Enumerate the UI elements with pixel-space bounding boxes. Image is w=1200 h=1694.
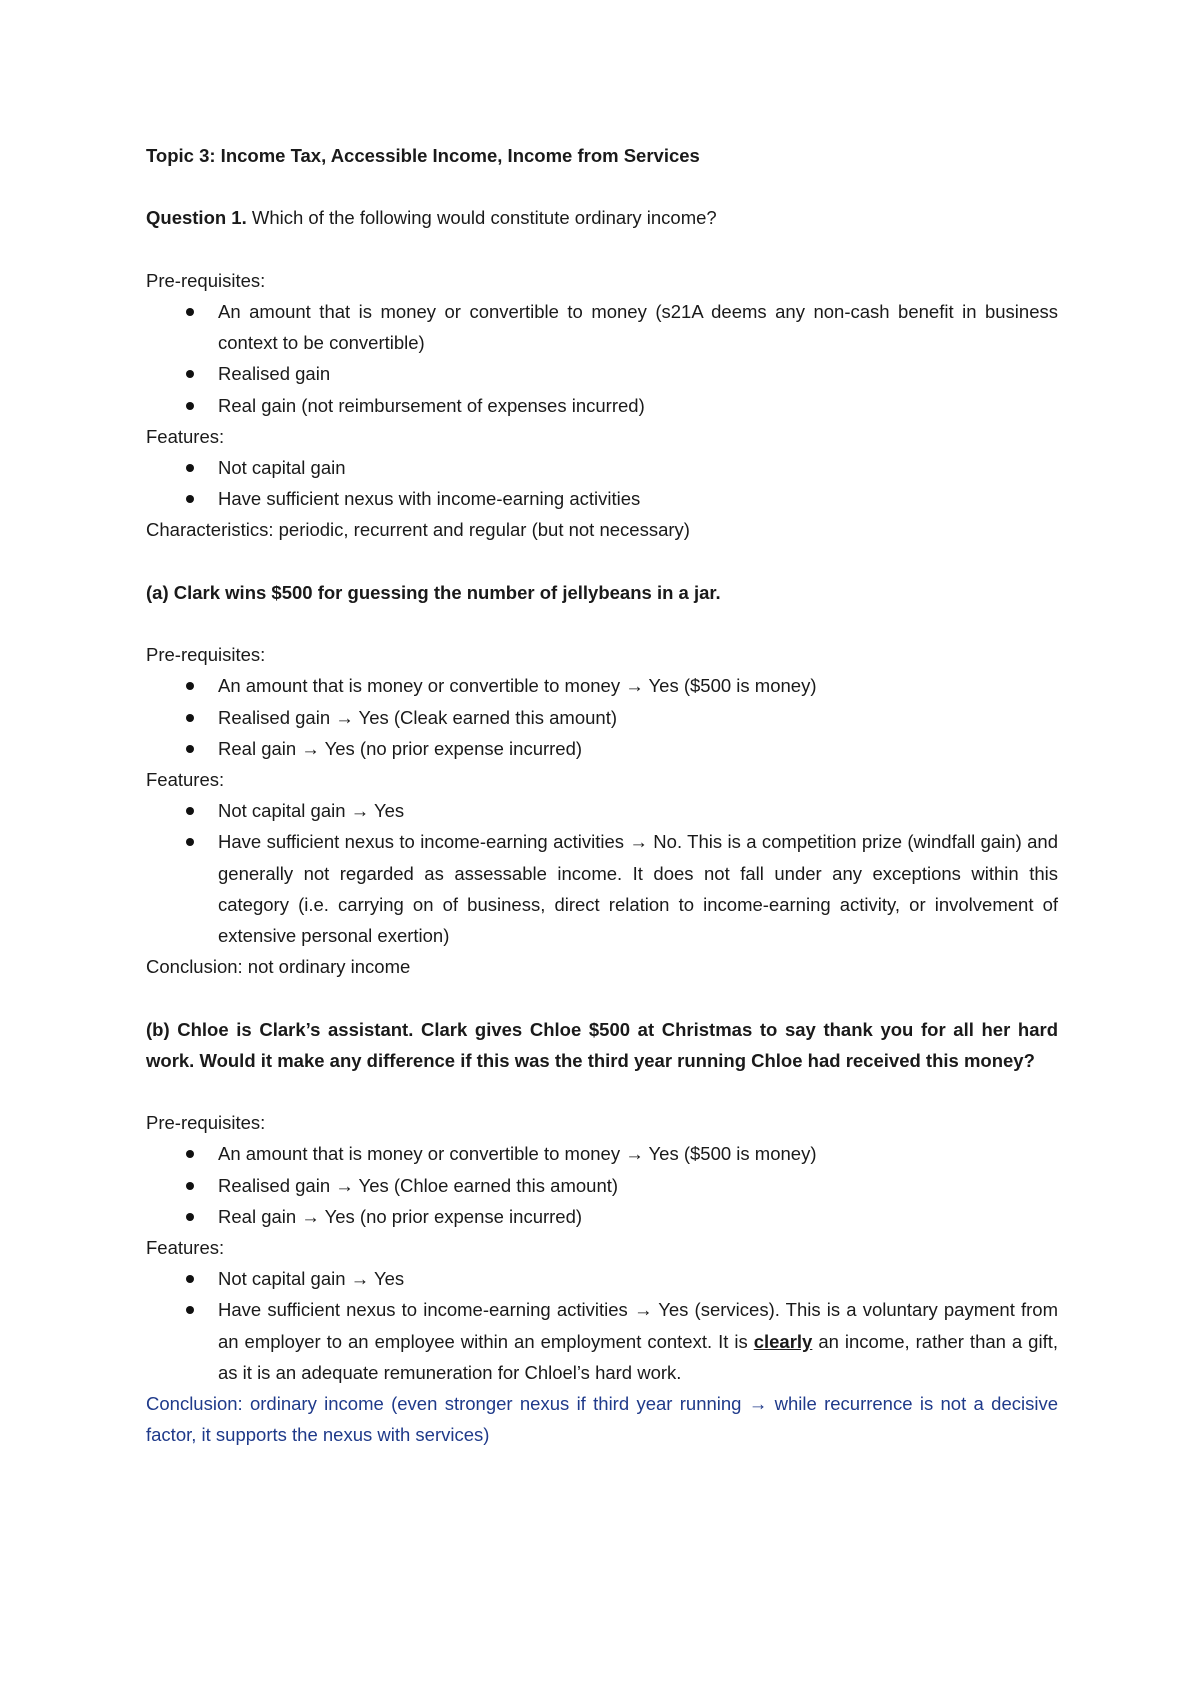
intro-characteristics: Characteristics: periodic, recurrent and regular (but not necessary) bbox=[146, 519, 690, 541]
intro-prereq-list bbox=[146, 296, 1058, 421]
feature-text: an income, rather than a gift, as it is an adequate remuneration for Chloel’s hard work. bbox=[218, 1330, 1058, 1383]
part-b-heading: (b) Chloe is Clark’s assistant. Clark gives Chloe $500 at Christmas to say thank you for all her hard work. Would it make any difference if this was the third year running Chloe had received this money? bbox=[146, 1018, 1058, 1071]
list-item: Have sufficient nexus to income-earning activities → No. This is a competition prize (windfall gain) and generally not regarded as assessable income. It does not fall under any exceptions within this category (i.e. carrying on of business, direct relation to income-earning activity, or involvement of extensive personal exertion) bbox=[146, 826, 1058, 951]
part-b-features-heading: Features: bbox=[146, 1237, 225, 1259]
intro-prereq-heading: Pre-requisites: bbox=[146, 269, 266, 291]
list-item: An amount that is money or convertible to money → Yes ($500 is money) bbox=[146, 670, 1058, 701]
part-a-prereq-list bbox=[146, 670, 1058, 764]
part-b-prereq-list bbox=[146, 1138, 1058, 1232]
emphasis-clearly: clearly bbox=[753, 1330, 813, 1352]
part-a-heading: (a) Clark wins $500 for guessing the number of jellybeans in a jar. bbox=[146, 581, 721, 603]
part-a-conclusion: Conclusion: not ordinary income bbox=[146, 956, 411, 978]
part-b-conclusion: Conclusion: ordinary income (even stronger nexus if third year running → while recurrence is not a decisive factor, it supports the nexus with services) bbox=[146, 1393, 1058, 1446]
list-item: Realised gain bbox=[146, 358, 1058, 389]
document-page bbox=[146, 140, 1058, 1450]
list-item: Not capital gain bbox=[146, 452, 1058, 483]
list-item: Real gain (not reimbursement of expenses incurred) bbox=[146, 390, 1058, 421]
list-item: Real gain → Yes (no prior expense incurred) bbox=[146, 1201, 1058, 1232]
list-item: An amount that is money or convertible to money (s21A deems any non-cash benefit in business context to be convertible) bbox=[146, 296, 1058, 358]
intro-features-heading: Features: bbox=[146, 425, 225, 447]
list-item: An amount that is money or convertible to money → Yes ($500 is money) bbox=[146, 1138, 1058, 1169]
list-item: Have sufficient nexus with income-earning activities bbox=[146, 483, 1058, 514]
feature-text: Have sufficient nexus to income-earning activities → Yes (services). This is a voluntary payment from an employer to an employee within an employment context. It is bbox=[218, 1299, 1058, 1352]
list-item: Real gain → Yes (no prior expense incurred) bbox=[146, 733, 1058, 764]
question-1 bbox=[146, 202, 1058, 233]
list-item: Realised gain → Yes (Chloe earned this amount) bbox=[146, 1170, 1058, 1201]
list-item bbox=[146, 1294, 1058, 1388]
part-b-prereq-heading: Pre-requisites: bbox=[146, 1112, 266, 1134]
part-a-prereq-heading: Pre-requisites: bbox=[146, 644, 266, 666]
part-a-features-heading: Features: bbox=[146, 769, 225, 790]
intro-features-list bbox=[146, 452, 1058, 514]
list-item: Not capital gain → Yes bbox=[146, 795, 1058, 826]
part-a-features-list bbox=[146, 795, 1058, 951]
question-1-label: Question 1. bbox=[146, 207, 247, 229]
list-item: Realised gain → Yes (Cleak earned this amount) bbox=[146, 702, 1058, 733]
page-title: Topic 3: Income Tax, Accessible Income, Income from Services bbox=[146, 145, 700, 166]
part-b-features-list bbox=[146, 1263, 1058, 1388]
question-1-text: Which of the following would constitute ordinary income? bbox=[246, 207, 717, 229]
list-item: Not capital gain → Yes bbox=[146, 1263, 1058, 1294]
